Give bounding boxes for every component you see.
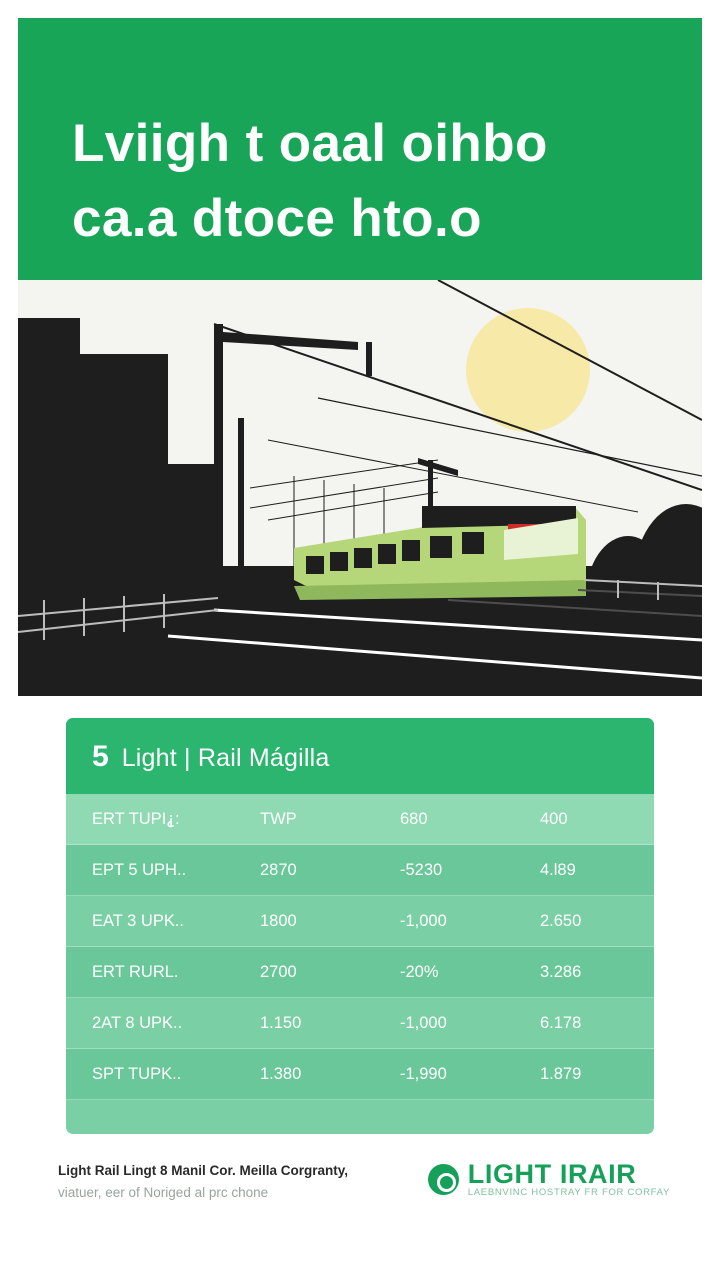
table-cell: 1.879 [540,1064,582,1083]
table-cell: 2AT 8 UPK.. [92,1013,183,1032]
table-cell: EPT 5 UPH.. [92,860,187,879]
footer-text-block [58,1160,348,1203]
table-cell: ERT RURL. [92,962,179,981]
table-cell: 400 [540,809,568,828]
table-cell: 1800 [260,911,297,930]
table-cell: 6.178 [540,1013,582,1032]
footer [58,1160,684,1203]
brand-name: LIGHT IRAIR [467,1159,637,1189]
brand-logo [428,1160,684,1198]
table-row [66,1049,654,1100]
table-cell: 2700 [260,962,297,981]
brand-circle-icon [428,1164,459,1195]
table-cell: TWP [260,809,297,828]
table-cell: SPT TUPK.. [92,1064,182,1083]
table-cell: -1,000 [400,911,447,930]
table-cell: -20% [400,962,439,981]
table-cell: 1.380 [260,1064,302,1083]
table-cell: 1.150 [260,1013,302,1032]
table-row [66,947,654,998]
brand-text [468,1160,670,1198]
page-title [72,106,648,257]
table-cell: -1,990 [400,1064,447,1083]
table-row [66,998,654,1049]
table-cell: -1,000 [400,1013,447,1032]
footer-line-1: Light Rail Lingt 8 Manil Cor. Meilla Corgranty, [58,1163,349,1178]
table-row-empty [66,1100,654,1134]
card-header [66,718,654,794]
card-title: Light | Rail Mágilla [121,744,330,772]
footer-line-2: viatuer, eer of Noriged al prc chone [58,1184,269,1200]
table-cell: 680 [400,809,428,828]
header-banner [18,18,702,280]
table-cell: EAT 3 UPK.. [92,911,185,930]
table-cell: 2.650 [540,911,582,930]
table-header-row [66,794,654,845]
page-title-line2: ca.a dtoce hto.o [72,189,482,249]
table-cell: 2870 [260,860,297,879]
table-cell: 4.l89 [540,860,576,879]
table-cell: -5230 [400,860,443,879]
illustration-vector [18,280,702,696]
table-row [66,896,654,947]
table-cell: 3.286 [540,962,582,981]
data-card [66,718,654,1134]
hero-illustration [18,280,702,696]
table-row [66,845,654,896]
card-number: 5 [92,740,109,773]
table-cell: ERT TUPI⸘: [92,810,180,828]
brand-tagline: LAEBNVINC HOSTRAY FR FOR CORFAY [467,1187,670,1199]
page-title-line1: Lviigh t oaal oihbo [72,114,548,173]
